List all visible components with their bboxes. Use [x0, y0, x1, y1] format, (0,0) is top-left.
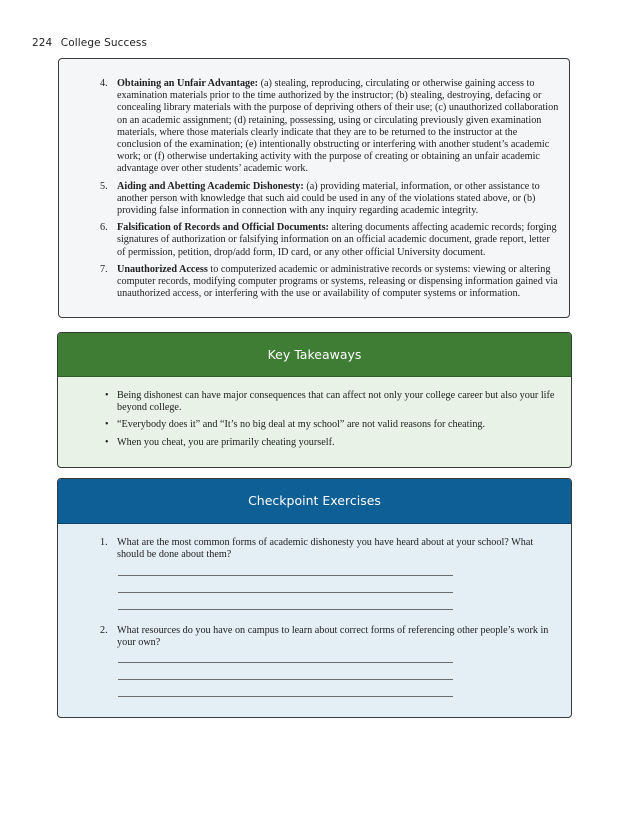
answer-line[interactable]: [118, 575, 453, 576]
answer-line[interactable]: [118, 609, 453, 610]
checkpoint-exercises-title: Checkpoint Exercises: [58, 479, 571, 524]
policy-term: Falsification of Records and Official Documents:: [117, 222, 329, 234]
list-item: [60, 419, 560, 431]
list-number: 4.: [100, 78, 108, 89]
takeaway-text: Being dishonest can have major consequences that can affect not only your college career but also your life beyond college.: [117, 390, 555, 414]
answer-line[interactable]: [118, 592, 453, 593]
list-item: [60, 390, 560, 414]
checkpoint-exercises-box: [57, 478, 572, 718]
policy-text: to computerized academic or administrative records or systems: viewing or altering computer records, modifying computer programs or systems, releasing or dispensing information gained via unauthorized access, or interfering with the use or availability of computer systems or information.: [117, 263, 558, 300]
policy-term: Obtaining an Unfair Advantage:: [117, 78, 259, 89]
answer-line[interactable]: [118, 696, 453, 697]
list-number: 5.: [100, 180, 108, 192]
bullet-icon: •: [105, 390, 109, 401]
answer-line[interactable]: [118, 679, 453, 680]
question-text: What are the most common forms of academic dishonesty you have heard about at your school? What should be done about them?: [117, 537, 534, 561]
list-item: [60, 437, 560, 449]
policy-list: [60, 78, 560, 305]
list-number: 7.: [100, 263, 108, 275]
question-text: What resources do you have on campus to learn about correct forms of referencing other people’s work in your own?: [117, 625, 549, 649]
policy-term: Aiding and Abetting Academic Dishonesty:: [117, 180, 304, 192]
exercise-question: [60, 625, 560, 649]
policy-text: (a) providing material, information, or other assistance to another person with knowledge that such aid could be used in any of the violations stated above, or (b) providing false information in connection with any inquiry regarding academic integrity.: [117, 180, 540, 217]
policy-item: [60, 222, 560, 259]
bullet-icon: •: [105, 436, 109, 448]
takeaway-text: “Everybody does it” and “It’s no big deal at my school” are not valid reasons for cheating.: [117, 419, 486, 431]
policy-term: Unauthorized Access: [117, 263, 208, 275]
page-number: 224: [32, 37, 53, 49]
policy-item: [60, 264, 560, 301]
policy-text: altering documents affecting academic records; forging signatures of authorization or falsifying information on an official academic document, grade report, letter of permission, petition, drop/add form, ID card, or any other official University document.: [117, 222, 557, 258]
question-number: 1.: [100, 537, 108, 548]
key-takeaways-title: Key Takeaways: [58, 333, 571, 377]
question-number: 2.: [100, 625, 108, 636]
book-title: College Success: [60, 37, 148, 49]
bullet-icon: •: [105, 419, 109, 431]
running-head: [32, 37, 147, 49]
policy-text: (a) stealing, reproducing, circulating or otherwise gaining access to examination materials prior to the time authorized by the instructor; (b) stealing, destroying, defacing or concealing library materials with the purpose of depriving others of their use; (c) unauthorized collaboration on an academic assignment; (d) retaining, possessing, using or circulating previously given examination materials, where those materials clearly indicate that they are to be returned to the instructor at the conclusion of the examination; (e) intentionally obstructing or interfering with another student’s academic work; or (f) otherwise undertaking activity with the purpose of creating or obtaining an unfair academic advantage over other students’ academic work.: [117, 78, 559, 175]
key-takeaways-list: [60, 390, 560, 454]
list-number: 6.: [100, 222, 108, 234]
policy-item: [60, 181, 560, 218]
exercise-question: [60, 537, 560, 561]
answer-line[interactable]: [118, 662, 453, 663]
policy-item: [60, 78, 560, 176]
takeaway-text: When you cheat, you are primarily cheating yourself.: [117, 436, 335, 448]
